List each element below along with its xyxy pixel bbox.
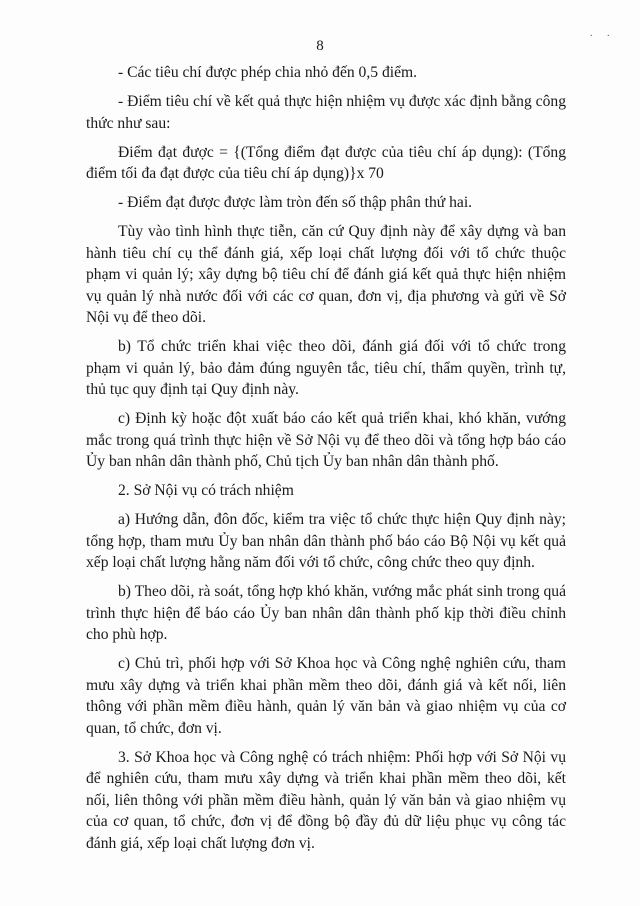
paragraph-item-c-reporting: c) Định kỳ hoặc đột xuất báo cáo kết quả triển khai, khó khăn, vướng mắc trong quá trình thực hiện về Sở Nội vụ để theo dõi và tổng hợp báo cáo Ủy ban nhân dân thành phố, Chủ tịch Ủy ban nhân dân thành phố. (86, 410, 566, 470)
page-number: 8 (316, 38, 324, 54)
paragraph-item-b-monitoring: b) Tổ chức triển khai việc theo dõi, đánh giá đối với tổ chức trong phạm vi quản lý, bảo đảm đúng nguyên tắc, tiêu chí, thẩm quyền, trình tự, thủ tục quy định tại Quy định này. (86, 338, 566, 398)
paragraph-criteria-split: - Các tiêu chí được phép chia nhỏ đến 0,5 điểm. (118, 64, 418, 81)
paragraph-rounding: - Điểm đạt được được làm tròn đến số thập phân thứ hai. (118, 194, 473, 211)
paragraph-home-affairs-a: a) Hướng dẫn, đôn đốc, kiểm tra việc tổ chức thực hiện Quy định này; tổng hợp, tham mưu Ủy ban nhân dân thành phố báo cáo Bộ Nội vụ kết quả xếp loại chất lượng hằng năm đối với tổ chức, công chức theo quy định. (86, 511, 566, 571)
paragraph-formula-intro: - Điểm tiêu chí về kết quả thực hiện nhiệm vụ được xác định bằng công thức như sau: (86, 93, 566, 132)
paragraph-criteria-development: Tùy vào tình hình thực tiễn, căn cứ Quy định này để xây dựng và ban hành tiêu chí cụ thể đánh giá, xếp loại chất lượng đối với tổ chức thuộc phạm vi quản lý; xây dựng bộ tiêu chí để đánh giá kết quả thực hiện nhiệm vụ quản lý nhà nước đối với các cơ quan, đơn vị, địa phương và gửi về Sở Nội vụ để theo dõi. (86, 223, 566, 326)
paragraph-formula: Điểm đạt được = {(Tổng điểm đạt được của tiêu chí áp dụng): (Tổng điểm tối đa đạt được của tiêu chí áp dụng)}x 70 (86, 143, 566, 182)
scan-mark: . . (590, 28, 616, 39)
paragraph-science-technology: 3. Sở Khoa học và Công nghệ có trách nhiệm: Phối hợp với Sở Nội vụ để nghiên cứu, tham mưu xây dựng và triển khai phần mềm theo dõi, kết nối, liên thông với phần mềm điều hành, quản lý văn bản và giao nhiệm vụ của cơ quan, tổ chức, đơn vị để đồng bộ đầy đủ dữ liệu phục vụ công tác đánh giá, xếp loại chất lượng đơn vị. (86, 748, 566, 852)
document-body (86, 62, 566, 862)
paragraph-home-affairs-c: c) Chủ trì, phối hợp với Sở Khoa học và Công nghệ nghiên cứu, tham mưu xây dựng và triển khai phần mềm theo dõi, đánh giá và kết nối, liên thông với phần mềm điều hành, quản lý văn bản và giao nhiệm vụ của cơ quan, tổ chức, đơn vị. (86, 655, 566, 737)
section-heading-department-home-affairs: 2. Sở Nội vụ có trách nhiệm (118, 482, 294, 499)
paragraph-home-affairs-b: b) Theo dõi, rà soát, tổng hợp khó khăn, vướng mắc phát sinh trong quá trình thực hiện để báo cáo Ủy ban nhân dân thành phố kịp thời điều chỉnh cho phù hợp. (86, 583, 566, 643)
